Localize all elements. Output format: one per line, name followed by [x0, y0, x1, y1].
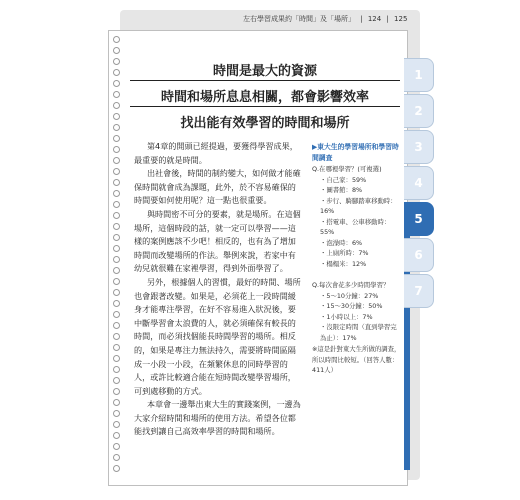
binder-ring: [113, 245, 120, 252]
list-item: ・沒限定時間（直到學習完為止）：17%: [320, 323, 397, 342]
binder-ring: [113, 322, 120, 329]
binder-ring: [113, 256, 120, 263]
binder-ring: [113, 80, 120, 87]
binder-ring: [113, 311, 120, 318]
binder-ring: [113, 443, 120, 450]
binder-ring: [113, 278, 120, 285]
list-item: ・榻榻米：12%: [320, 259, 367, 268]
page-header: [240, 14, 407, 24]
survey-sidebar: [312, 142, 402, 376]
binder-ring: [113, 410, 120, 417]
sidebar-title: ▶東大生的學習場所和學習時間調查: [312, 143, 399, 162]
binder-ring: [113, 135, 120, 142]
binder-ring: [113, 124, 120, 131]
list-item: ・搭電車、公車移動時：55%: [320, 217, 391, 236]
binder-ring: [113, 432, 120, 439]
binder-ring: [113, 201, 120, 208]
chapter-tab-7[interactable]: 7: [404, 274, 434, 308]
list-item: ・自己家：59%: [320, 175, 367, 184]
binder-ring: [113, 454, 120, 461]
binder-ring: [113, 289, 120, 296]
binder-ring: [113, 355, 120, 362]
binder-ring: [113, 58, 120, 65]
title-divider: [130, 80, 400, 81]
paragraph: 出社會後，時間的制約變大，如何做才能確保時間就會成為課題，此外，於不容易確保的時間要如何使用呢？這一點也很重要。: [134, 168, 301, 206]
binder-ring: [113, 267, 120, 274]
binder-ring: [113, 113, 120, 120]
binder-ring: [113, 102, 120, 109]
binder-ring: [113, 157, 120, 164]
binder-ring: [113, 234, 120, 241]
binder-ring: [113, 333, 120, 340]
binder-ring: [113, 421, 120, 428]
section-title-3: 找出能有效學習的時間和場所: [180, 116, 350, 131]
header-title: 左右學習成果約「時間」及「場所」: [243, 15, 355, 23]
list-item: ・步行、騎腳踏車移動時：16%: [320, 196, 397, 215]
section-title-2: 時間和場所息息相關，都會影響效率: [160, 90, 369, 105]
binder-ring: [113, 212, 120, 219]
binder-ring: [113, 344, 120, 351]
paragraph: 本章會一邊舉出東大生的實踐案例，一邊為大家介紹時間和場所的使用方法。希望各位都能找到讓自己高效率學習的時間和場所。: [134, 399, 301, 437]
list-item: ・上廁所時：7%: [320, 249, 369, 257]
header-separator: |: [360, 15, 363, 23]
list-item: ・泡澡時：6%: [320, 238, 363, 247]
binder-ring: [113, 465, 120, 472]
list-item: ・15～30分鐘：50%: [320, 302, 383, 310]
section-title-1: 時間是最大的資源: [212, 64, 317, 79]
binder-ring: [113, 69, 120, 76]
binder-ring: [113, 399, 120, 406]
main-body-text: [134, 140, 302, 439]
chapter-tab-6[interactable]: 6: [404, 238, 434, 272]
spacer: [312, 269, 402, 279]
list-item: ・5～10分鐘：27%: [320, 291, 379, 300]
page-number-left: 124: [367, 15, 382, 23]
list-item: ・圖書館：8%: [320, 186, 363, 194]
binder-ring: [113, 223, 120, 230]
sidebar-question-1: Q.在哪裡學習？(可複選): [312, 165, 382, 173]
binder-ring: [113, 168, 120, 175]
binder-ring: [113, 179, 120, 186]
sidebar-note: ※這是針對東大生所做的調查，所以時間比較短。（回答人數：411人）: [312, 345, 401, 374]
paragraph: 第4章的開頭已經提過，要獲得學習成果，最重要的就是時間。: [134, 141, 298, 165]
chapter-tab-3[interactable]: 3: [404, 130, 434, 164]
chapter-tab-5[interactable]: 5: [404, 202, 434, 236]
header-separator-2: |: [386, 15, 389, 23]
chapter-tab-1[interactable]: 1: [404, 58, 434, 92]
binder-ring: [113, 146, 120, 153]
paragraph: 另外，根據個人的習慣，最好的時間、場所也會跟著改變。如果是，必須花上一段時間緩身才能專注學習，在好不容易進入狀況後，要中斷學習會太浪費的人，就必須確保有較長的時間，而必須找個能長時間學習的場所。相反的，如果是專注力無法持久，需要將時間區隔成一小段一小段，在頻繁休息的同時學習的人，或許比較適合能在短時間改變學習場所，可到處移動的方式。: [134, 276, 301, 396]
paragraph: 與時間密不可分的要素，就是場所。在這個場所，這個時段的話，就一定可以學習——這樣的案例應該不少吧！相反的，也有為了增加時間而改變場所的作法。舉例來說，若家中有幼兒就很難在家裡學習，得到外面學習了。: [134, 208, 301, 274]
binder-ring: [113, 300, 120, 307]
sidebar-question-2: Q.每次會花多少時間學習？: [312, 281, 390, 289]
binder-ring: [113, 190, 120, 197]
binder-ring: [113, 377, 120, 384]
page-number-right: 125: [394, 15, 408, 23]
title-divider: [130, 106, 400, 107]
binder-ring: [113, 91, 120, 98]
binder-ring: [113, 366, 120, 373]
chapter-tab-4[interactable]: 4: [404, 166, 434, 200]
list-item: ・1小時以上：7%: [320, 312, 373, 321]
chapter-tab-2[interactable]: 2: [404, 94, 434, 128]
binder-ring: [113, 388, 120, 395]
binder-rings: [113, 36, 123, 476]
binder-ring: [113, 36, 120, 43]
binder-ring: [113, 47, 120, 54]
